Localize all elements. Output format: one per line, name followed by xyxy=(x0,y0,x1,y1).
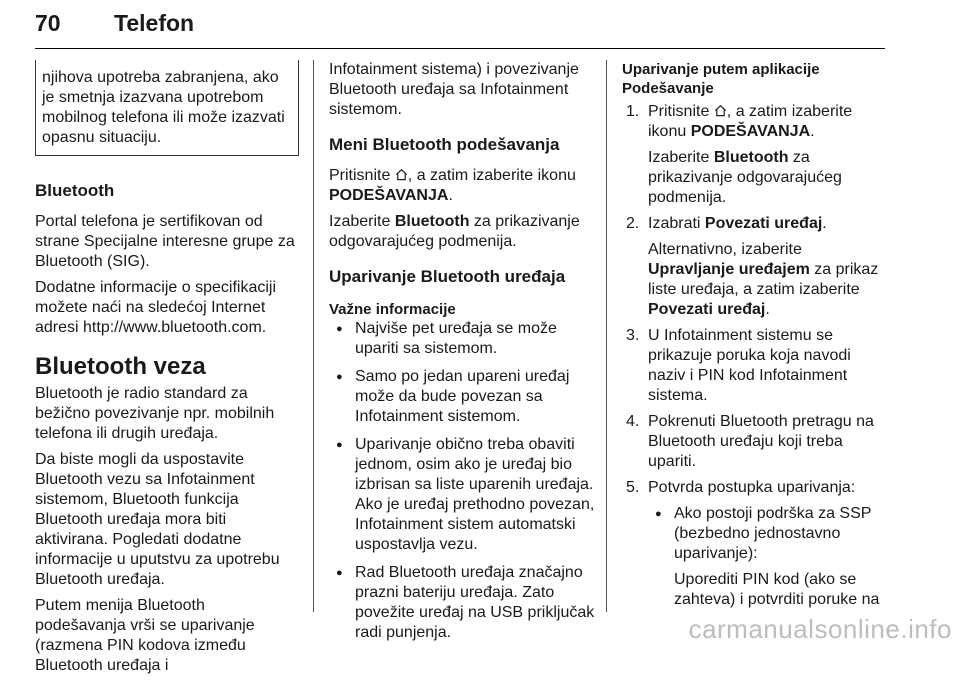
column-2 xyxy=(329,60,595,651)
paragraph: Putem menija Bluetooth podešavanja vrši se uparivanje (razmena PIN kodova između Bluetooth uređaja i xyxy=(35,597,255,674)
page-title: Telefon xyxy=(114,10,195,36)
paragraph: Dodatne informacije o specifikaciji možete naći na sledećoj Internet adresi http://www.bluetooth.com. xyxy=(35,279,276,336)
paragraph: Da biste mogli da uspostavite Bluetooth vezu sa Infotainment sistemom, Bluetooth funkcija Bluetooth uređaja mora biti aktivirana. Pogledati dodatne informacije u uputstvu za upotrebu Bluetooth uređaja. xyxy=(35,451,280,588)
warning-note: njihova upotreba zabranjena, ako je smetnja izazvana upotrebom mobilnog telefona ili može izazvati opasnu situaciju. xyxy=(35,60,299,156)
list-item: 5. Potvrda postupka uparivanja: ● Ako postoji podrška za SSP (bezbedno jednostavno uparivanje): Uporediti PIN kod (ako se zahteva) i potvrditi poruke na xyxy=(622,478,890,610)
paragraph: Portal telefona je sertifikovan od strane Specijalne interesne grupe za Bluetooth (SIG). xyxy=(35,213,295,270)
heading-meni: Meni Bluetooth podešavanja xyxy=(329,135,560,154)
list-item: ● Samo po jedan upareni uređaj može da bude povezan sa Infotainment sistemom. xyxy=(329,367,595,427)
list-item: ● Uparivanje obično treba obaviti jednom, osim ako je uređaj bio izbrisan sa liste uparenih uređaja. Ako je uređaj prethodno povezan, Infotainment sistem automatski uspostavlja vezu. xyxy=(329,435,595,555)
paragraph: Bluetooth je radio standard za bežično povezivanje npr. mobilnih telefona ili drugih uređaja. xyxy=(35,385,275,442)
home-icon xyxy=(714,104,727,117)
list-item: ● Rad Bluetooth uređaja značajno prazni bateriju uređaja. Zato povežite uređaj na USB priključak radi punjenja. xyxy=(329,563,595,643)
list-item: ● Ako postoji podrška za SSP (bezbedno jednostavno uparivanje): Uporediti PIN kod (ako se zahteva) i potvrditi poruke na xyxy=(648,504,890,610)
column-3 xyxy=(622,60,890,616)
list-item: 1. Pritisnite , a zatim izaberite ikonu PODEŠAVANJA. Izaberite Bluetooth za prikazivanje odgovarajućeg podmenija. xyxy=(626,103,853,206)
heading-bluetooth-veza: Bluetooth veza xyxy=(35,353,206,380)
page-number: 70 xyxy=(35,10,61,36)
paragraph: Izaberite Bluetooth za prikazivanje odgovarajućeg podmenija. xyxy=(329,213,580,250)
page-header xyxy=(35,10,885,50)
list-item: ● Najviše pet uređaja se može upariti sa sistemom. xyxy=(329,319,595,359)
heading-bluetooth: Bluetooth xyxy=(35,181,115,200)
column-divider-1 xyxy=(313,60,314,612)
header-rule xyxy=(35,48,885,49)
column-divider-2 xyxy=(606,60,607,612)
bullet-list xyxy=(648,504,890,610)
subheading-vazne-informacije: Važne informacije xyxy=(329,301,456,318)
bullet-list xyxy=(329,319,595,643)
paragraph: Pritisnite , a zatim izaberite ikonu PODEŠAVANJA. xyxy=(329,167,576,204)
heading-uparivanje: Uparivanje Bluetooth uređaja xyxy=(329,267,566,286)
column-1 xyxy=(35,60,299,682)
paragraph: Infotainment sistema) i povezivanje Bluetooth uređaja sa Infotainment sistemom. xyxy=(329,61,579,118)
home-icon xyxy=(395,168,408,181)
list-item: 2. Izabrati Povezati uređaj. Alternativno, izaberite Upravljanje uređajem za prikaz liste uređaja, a zatim izaberite Povezati uređaj. xyxy=(626,215,879,318)
step-list xyxy=(622,102,890,610)
subheading-uparivanje-aplikacije: Uparivanje putem aplikacije Podešavanje xyxy=(622,61,820,97)
list-item: 4. Pokrenuti Bluetooth pretragu na Bluetooth uređaju koji treba upariti. xyxy=(626,413,874,470)
watermark: carmanualsonline.info xyxy=(688,614,952,644)
list-item: 3. U Infotainment sistemu se prikazuje poruka koja navodi naziv i PIN kod Infotainment sistema. xyxy=(626,327,851,404)
